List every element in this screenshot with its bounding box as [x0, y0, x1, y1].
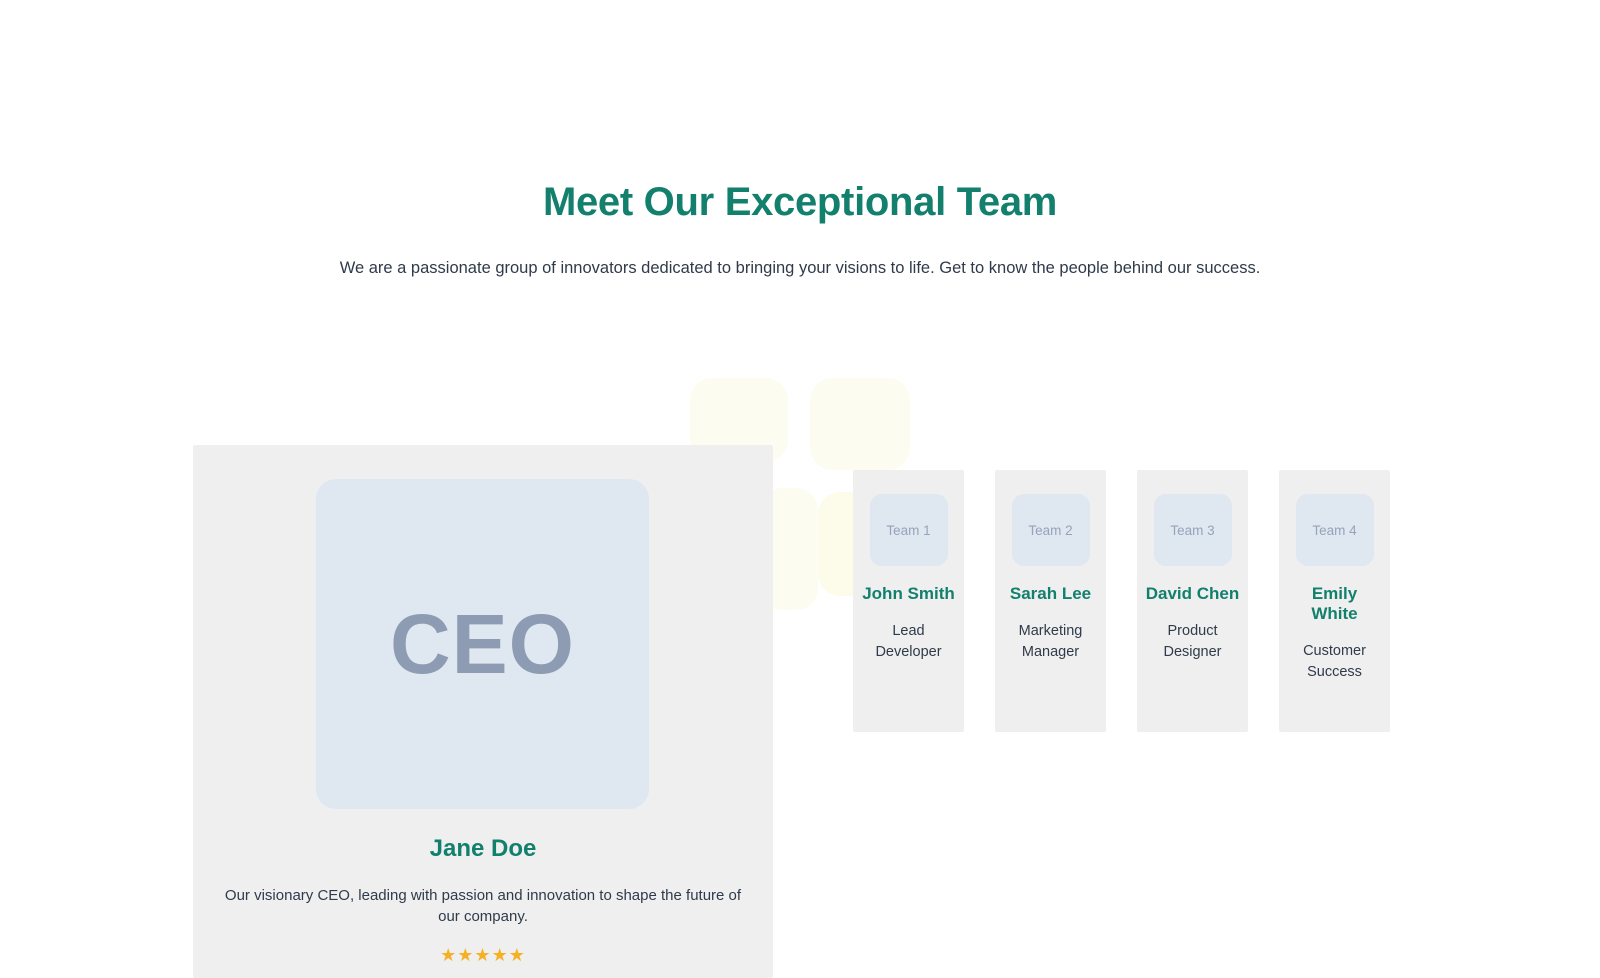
team-member-photo-label: Team 4: [1312, 522, 1357, 538]
team-member-photo: [1296, 494, 1374, 566]
team-member-card[interactable]: [853, 470, 964, 732]
featured-member-bio: Our visionary CEO, leading with passion and innovation to shape the future of our company.: [224, 887, 742, 925]
featured-member-photo: [316, 479, 649, 809]
team-member-card[interactable]: [1137, 470, 1248, 732]
team-member-list: [853, 470, 1390, 732]
team-member-photo-label: Team 1: [886, 522, 931, 538]
page-subtitle: We are a passionate group of innovators dedicated to bringing your visions to life. Get to know the people behind our success.: [339, 259, 1261, 277]
team-member-name: David Chen: [1145, 584, 1240, 603]
team-member-role: Lead Developer: [875, 623, 942, 660]
team-member-name: Sarah Lee: [1009, 584, 1092, 603]
featured-member-card[interactable]: [193, 445, 773, 978]
team-member-card[interactable]: [1279, 470, 1390, 732]
featured-member-rating-stars: ★★★★★: [440, 945, 526, 965]
team-member-name: John Smith: [862, 584, 955, 603]
featured-member-name: Jane Doe: [429, 835, 537, 862]
page-title: Meet Our Exceptional Team: [542, 180, 1058, 224]
team-member-role: Customer Success: [1303, 643, 1366, 680]
featured-member-photo-label: CEO: [389, 596, 576, 691]
team-member-photo-label: Team 2: [1028, 522, 1073, 538]
page-header: [0, 180, 1600, 278]
team-member-photo: [1012, 494, 1090, 566]
team-member-role: Product Designer: [1163, 623, 1222, 660]
team-member-role: Marketing Manager: [1018, 623, 1083, 660]
decorative-blob-icon: [810, 378, 910, 470]
team-member-photo: [870, 494, 948, 566]
team-member-card[interactable]: [995, 470, 1106, 732]
team-member-name: Emily White: [1311, 584, 1358, 623]
team-member-photo-label: Team 3: [1170, 522, 1215, 538]
team-member-photo: [1154, 494, 1232, 566]
